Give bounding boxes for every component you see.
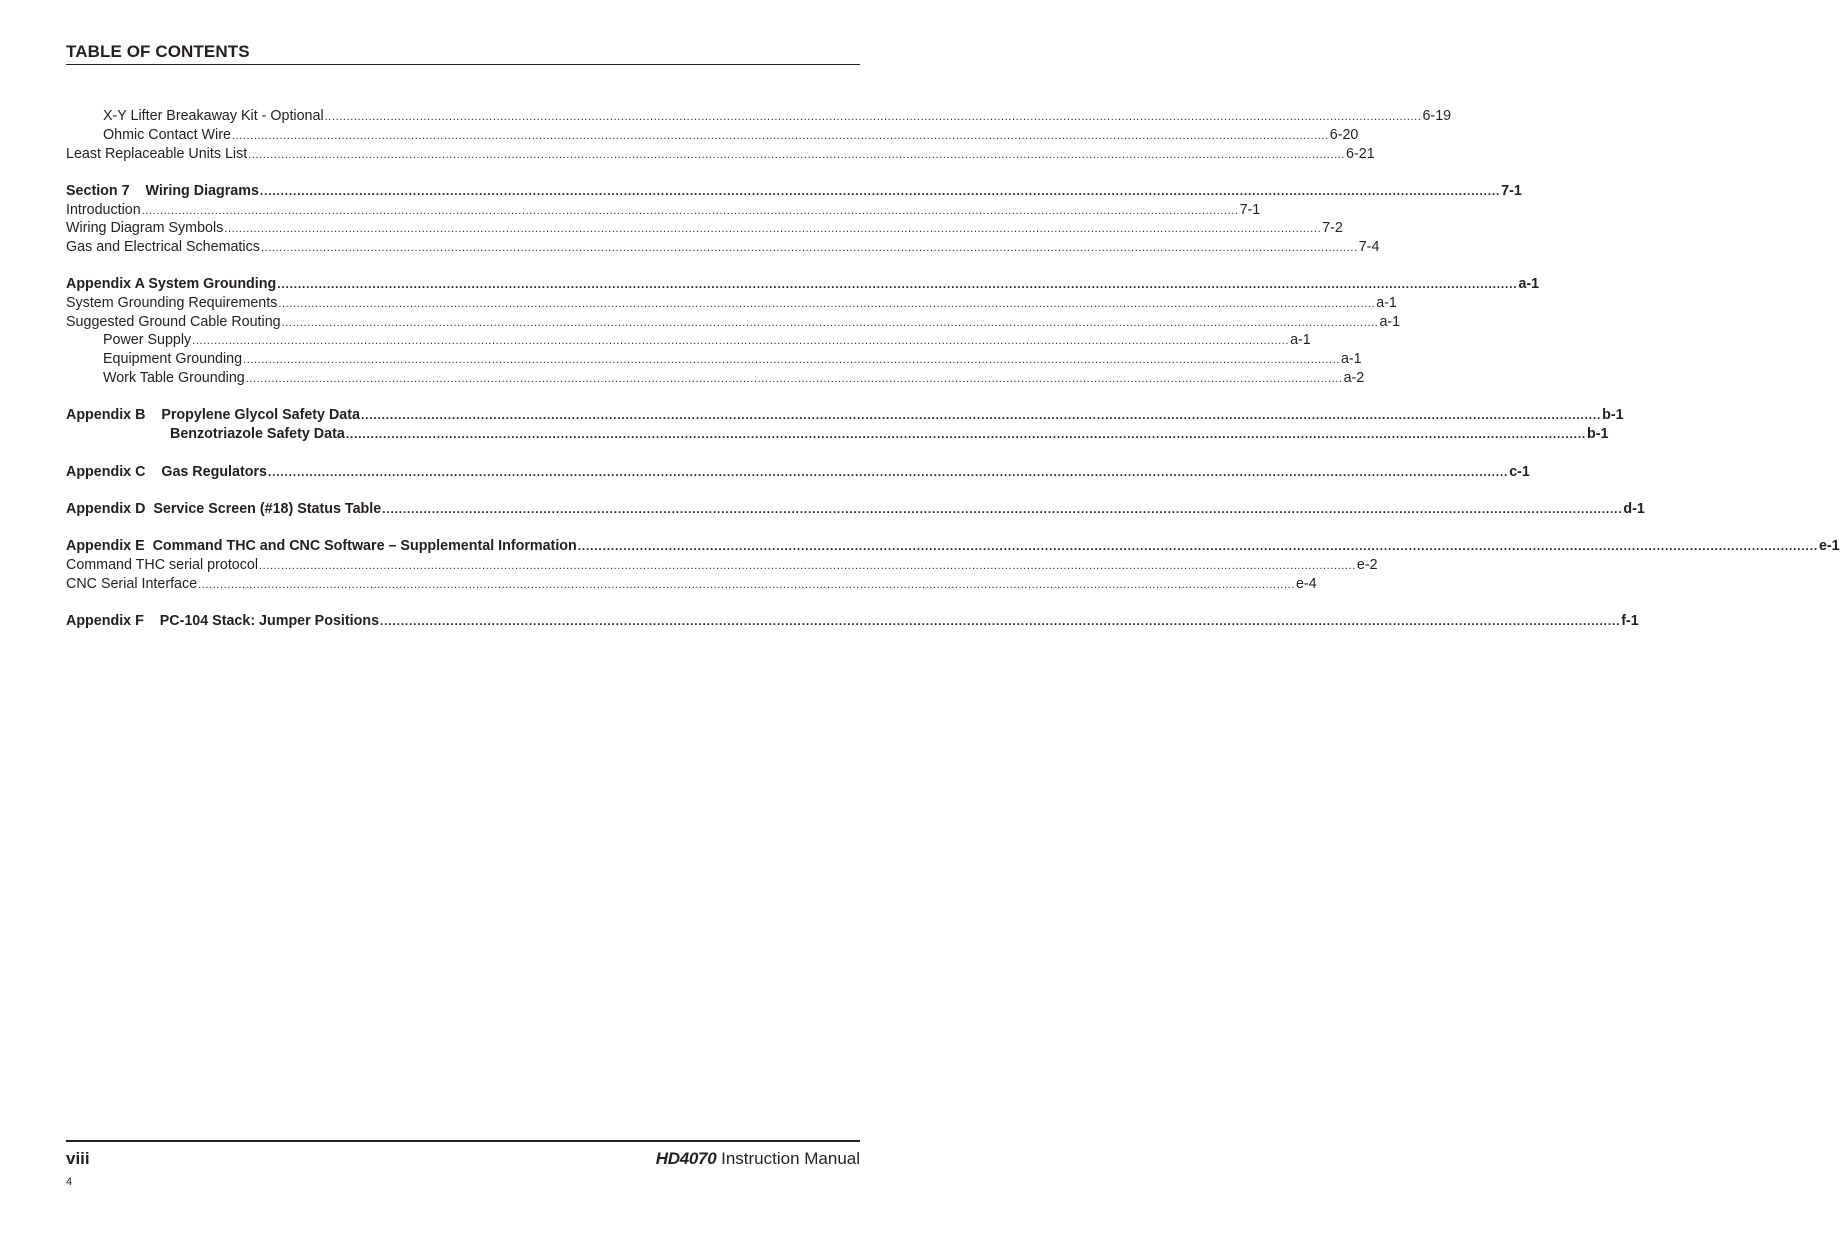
toc-entry-page: 6-19 <box>1422 108 1452 124</box>
toc-entry-page: 6-20 <box>1329 127 1359 143</box>
toc-entry-label: Appendix B Propylene Glycol Safety Data <box>66 407 360 423</box>
toc-dot-leader: ............................................................................................................................................................................................................................................................................................................ <box>278 298 1376 310</box>
toc-entry-label: Command THC serial protocol <box>66 557 259 573</box>
toc-entry[interactable] <box>66 557 1378 575</box>
toc-entry-page: a-1 <box>1518 276 1540 292</box>
toc-dot-leader: ............................................................................................................................................................................................................................................................................................................ <box>141 205 1239 217</box>
toc-dot-leader: ............................................................................................................................................................................................................................................................................................................ <box>243 354 1340 366</box>
toc-entry-label: Power Supply <box>103 332 192 348</box>
toc-entry[interactable] <box>66 613 1639 631</box>
toc-entry-page: a-1 <box>1290 332 1311 348</box>
toc-entry[interactable] <box>66 576 1317 594</box>
toc-entry-page: b-1 <box>1587 426 1609 442</box>
toc-entry-page: e-1 <box>1818 538 1840 554</box>
toc-dot-leader: ............................................................................................................................................................................................................................................................................................................ <box>192 335 1290 347</box>
toc-dot-leader: ............................................................................................................................................................................................................................................................................................................ <box>324 111 1422 123</box>
toc-dot-leader: ............................................................................................................................................................................................................................................................................................................ <box>245 373 1343 385</box>
toc-entry[interactable] <box>66 276 1540 294</box>
page-header-title: TABLE OF CONTENTS <box>66 42 250 61</box>
toc-entry[interactable] <box>66 183 1522 201</box>
toc-entry-page: a-1 <box>1340 351 1362 367</box>
toc-dot-leader: ............................................................................................................................................................................................................................................................................................................ <box>380 614 1621 628</box>
toc-entry-label: Introduction <box>66 202 141 218</box>
toc-entry-label: Appendix C Gas Regulators <box>66 464 267 480</box>
toc-entry-page: c-1 <box>1509 464 1530 480</box>
toc-entry-page: d-1 <box>1623 501 1645 517</box>
toc-entry-page: 7-1 <box>1501 183 1522 199</box>
footer-model: HD4070 <box>655 1149 717 1168</box>
toc-dot-leader: ............................................................................................................................................................................................................................................................................................................ <box>259 560 1356 572</box>
toc-entry-label: Appendix E Command THC and CNC Software – Supplemental Information <box>66 538 577 554</box>
toc-dot-leader: ............................................................................................................................................................................................................................................................................................................ <box>577 539 1818 553</box>
toc-entry[interactable] <box>66 407 1624 425</box>
toc-entry[interactable] <box>66 464 1530 482</box>
toc-entry-label: Appendix D Service Screen (#18) Status Table <box>66 501 382 517</box>
toc-dot-leader: ............................................................................................................................................................................................................................................................................................................ <box>382 502 1623 516</box>
toc-entry-label: X-Y Lifter Breakaway Kit - Optional <box>103 108 324 124</box>
footer-page-label: viii <box>66 1149 90 1168</box>
toc-dot-leader: ............................................................................................................................................................................................................................................................................................................ <box>259 184 1501 198</box>
footer-manual-title <box>656 1149 860 1169</box>
header-rule <box>66 64 860 65</box>
toc-entry[interactable] <box>66 108 1452 126</box>
toc-entry[interactable] <box>66 332 1311 350</box>
toc-entry[interactable] <box>66 370 1365 388</box>
toc-entry-label: System Grounding Requirements <box>66 295 278 311</box>
toc-entry-label: Work Table Grounding <box>103 370 245 386</box>
toc-entry-label: CNC Serial Interface <box>66 576 198 592</box>
toc-dot-leader: ............................................................................................................................................................................................................................................................................................................ <box>345 427 1586 441</box>
toc-entry[interactable] <box>66 426 1609 444</box>
toc-entry-page: 7-4 <box>1358 239 1380 255</box>
toc-entry-label: Wiring Diagram Symbols <box>66 220 224 236</box>
toc-dot-leader: ............................................................................................................................................................................................................................................................................................................ <box>248 149 1346 161</box>
toc-entry[interactable] <box>66 202 1261 220</box>
toc-entry-page: a-1 <box>1376 295 1397 311</box>
toc-entry[interactable] <box>66 127 1359 145</box>
toc-dot-leader: ............................................................................................................................................................................................................................................................................................................ <box>277 277 1518 291</box>
toc-entry[interactable] <box>66 220 1343 238</box>
toc-entry-label: Gas and Electrical Schematics <box>66 239 260 255</box>
toc-entry-page: e-4 <box>1295 576 1317 592</box>
toc-entry-page: b-1 <box>1602 407 1624 423</box>
toc-entry[interactable] <box>66 351 1362 369</box>
toc-dot-leader: ............................................................................................................................................................................................................................................................................................................ <box>198 579 1295 591</box>
toc-entry-label: Appendix F PC-104 Stack: Jumper Positions <box>66 613 380 629</box>
toc-entry-label: Suggested Ground Cable Routing <box>66 314 281 330</box>
toc-entry-label: Section 7 Wiring Diagrams <box>66 183 259 199</box>
toc-entry-label: Least Replaceable Units List <box>66 146 248 162</box>
toc-entry-page: 7-2 <box>1322 220 1343 236</box>
toc-dot-leader: ............................................................................................................................................................................................................................................................................................................ <box>260 242 1358 254</box>
toc-dot-leader: ............................................................................................................................................................................................................................................................................................................ <box>360 408 1602 422</box>
toc-entry[interactable] <box>66 314 1401 332</box>
toc-dot-leader: ............................................................................................................................................................................................................................................................................................................ <box>281 317 1379 329</box>
toc-entry-label: Benzotriazole Safety Data <box>170 426 345 442</box>
footer-manual-text: Instruction Manual <box>721 1149 860 1168</box>
toc-entry-page: a-2 <box>1343 370 1365 386</box>
toc-entry[interactable] <box>66 146 1375 164</box>
toc-dot-leader: ............................................................................................................................................................................................................................................................................................................ <box>231 130 1329 142</box>
toc-entry-page: 7-1 <box>1239 202 1261 218</box>
toc-entry-label: Ohmic Contact Wire <box>103 127 231 143</box>
toc-entry-page: e-2 <box>1356 557 1378 573</box>
toc-entry-label: Equipment Grounding <box>103 351 243 367</box>
toc-dot-leader: ............................................................................................................................................................................................................................................................................................................ <box>268 465 1509 479</box>
footer-small-number: 4 <box>66 1176 73 1188</box>
footer-rule <box>66 1140 860 1142</box>
toc-entry[interactable] <box>66 295 1397 313</box>
toc-entry[interactable] <box>66 239 1380 257</box>
toc-entry-page: f-1 <box>1621 613 1639 629</box>
toc-entry[interactable] <box>66 538 1840 556</box>
toc-entry-page: a-1 <box>1379 314 1401 330</box>
toc-entry[interactable] <box>66 501 1645 519</box>
toc-dot-leader: ............................................................................................................................................................................................................................................................................................................ <box>224 223 1322 235</box>
toc-entry-page: 6-21 <box>1346 146 1375 162</box>
toc-entry-label: Appendix A System Grounding <box>66 276 277 292</box>
